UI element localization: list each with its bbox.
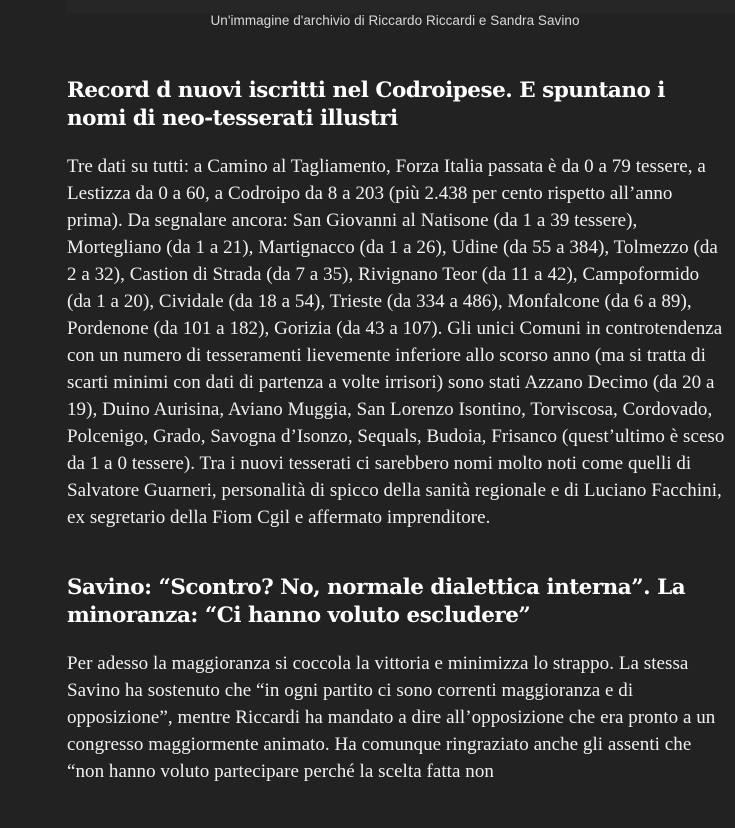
image-caption: Un'immagine d'archivio di Riccardo Riccardi e Sandra Savino <box>210 13 580 28</box>
section-heading-record: Record d nuovi iscritti nel Codroipese. E spuntano i nomi di neo-tesserati illustri <box>67 78 665 131</box>
section-paragraph-savino: Per adesso la maggioranza si coccola la vittoria e minimizza lo strappo. La stessa Savino ha sostenuto che “in ogni partito ci sono correnti maggioranza e di opposizione”, mentre Riccardi ha mandato a dire all’opposizione che era pronto a un congresso maggiormente animato. Ha comunque ringraziato anche gli assenti che “non hanno voluto partecipare perché la scelta fatta non <box>67 653 716 782</box>
image-bottom-edge <box>67 0 735 13</box>
article-body <box>67 77 727 828</box>
section-heading-savino: Savino: “Scontro? No, normale dialettica interna”. La minoranza: “Ci hanno voluto escludere” <box>67 575 686 628</box>
section-paragraph-record: Tre dati su tutti: a Camino al Tagliamento, Forza Italia passata è da 0 a 79 tessere, a Lestizza da 0 a 60, a Codroipo da 8 a 203 (più 2.438 per cento rispetto all’anno prima). Da segnalare ancora: San Giovanni al Natisone (da 1 a 39 tessere), Mortegliano (da 1 a 21), Martignacco (da 1 a 26), Udine (da 55 a 384), Tolmezzo (da 2 a 32), Castion di Strada (da 7 a 35), Rivignano Teor (da 11 a 42), Campoformido (da 1 a 20), Cividale (da 18 a 54), Trieste (da 334 a 486), Monfalcone (da 6 a 89), Pordenone (da 101 a 182), Gorizia (da 43 a 107). Gli unici Comuni in controtendenza con un numero di tesseramenti lievemente inferiore allo scorso anno (ma si tratta di scarti minimi con dati di partenza a volte irrisori) sono stati Azzano Decimo (da 20 a 19), Duino Aurisina, Aviano Muggia, San Lorenzo Isontino, Torviscosa, Cordovado, Polcenigo, Grado, Savogna d’Isonzo, Sequals, Budoia, Frisanco (quest’ultimo è sceso da 1 a 0 tessere). Tra i nuovi tesserati ci sarebbero nomi molto noti come quelli di Salvatore Guarneri, personalità di spicco della sanità regionale e di Luciano Facchini, ex segretario della Fiom Cgil e affermato imprenditore. <box>67 156 725 528</box>
